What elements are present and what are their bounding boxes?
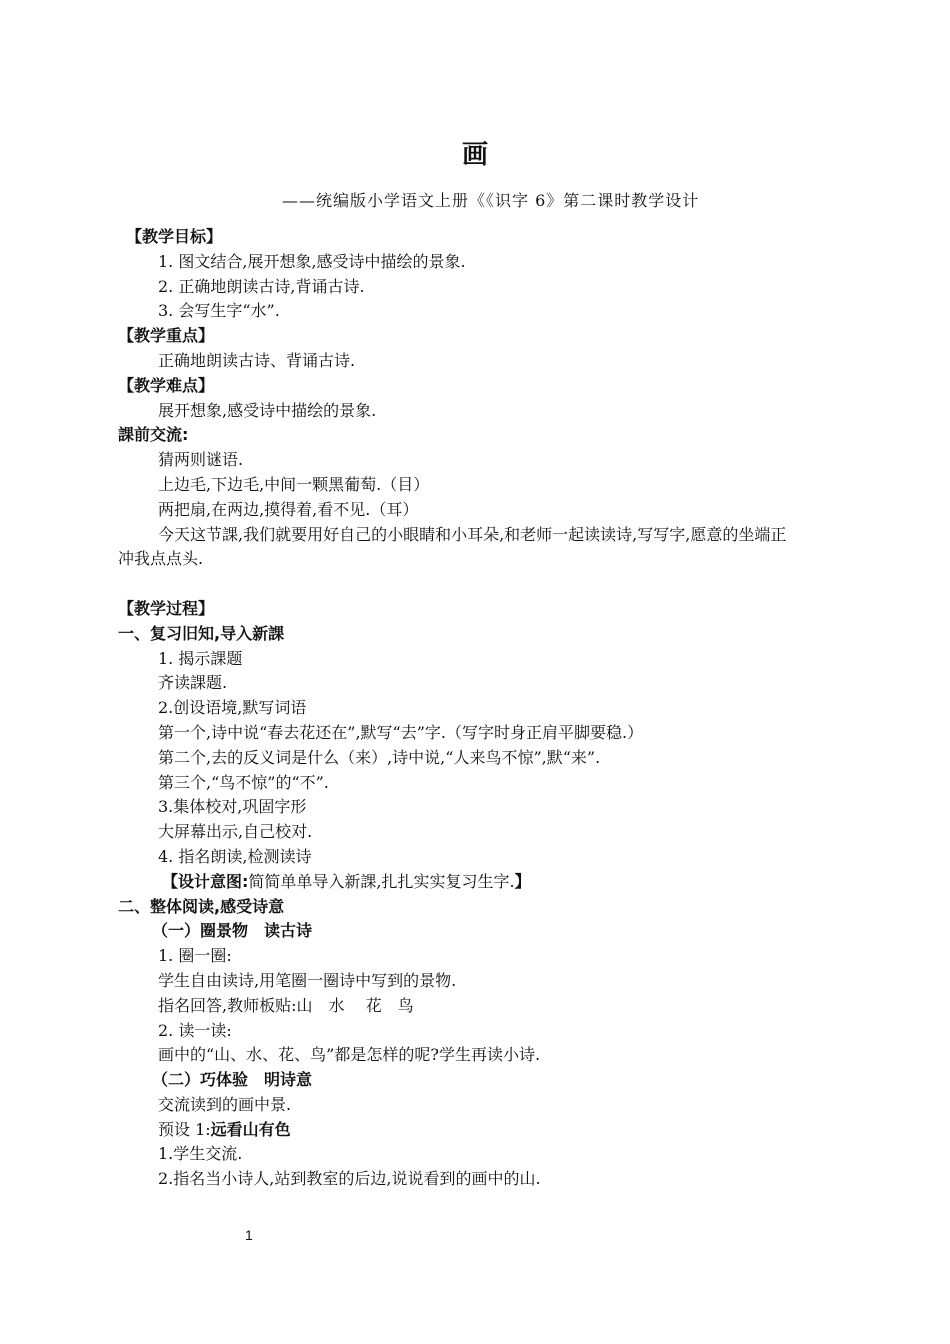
section1-line: 第三个,“鸟不惊”的“不”. [158,772,329,792]
pre-heading: 課前交流: [118,425,189,445]
subtitle: ——统编版小学语文上册《《识字 6》第二课时教学设计 [282,191,700,210]
subsection1-line: 1. 圈一圈: [158,946,232,966]
design-intent-end: 】 [514,871,531,891]
section1-line: 齐读課题. [158,673,228,693]
preset-label: 预设 1: [158,1119,211,1139]
process-heading: 【教学过程】 [118,598,215,618]
key-heading: 【教学重点】 [118,326,215,346]
section2-heading: 二、整体阅读,感受诗意 [118,896,285,916]
preset-line [118,1118,818,1143]
pre-line: 猜两则谜语. [158,450,244,470]
goal-item: 1. 图文结合,展开想象,感受诗中描绘的景象. [158,251,466,271]
page-number: 1 [245,1227,253,1243]
subsection2-heading: （二）巧体验 明诗意 [152,1070,313,1090]
subsection2-line: 1.学生交流. [158,1144,243,1164]
goal-item: 2. 正确地朗读古诗,背诵古诗. [158,276,365,296]
design-intent [118,870,818,895]
section1-line: 第一个,诗中说“春去花还在”,默写“去”字.（写字时身正肩平脚要稳.） [158,722,644,742]
pre-paragraph: 今天这节課,我们就要用好自己的小眼睛和小耳朵,和老师一起读读诗,写写字,愿意的坐端正冲我点点头. [118,524,787,569]
section1-line: 1. 揭示課题 [158,648,243,668]
preset-title: 远看山有色 [210,1119,291,1139]
design-intent-text: 简简单单导入新課,扎扎实实复习生字. [248,871,515,891]
subsection1-heading: （一）圈景物 读古诗 [152,921,313,941]
section1-line: 大屏幕出示,自己校对. [158,822,313,842]
subsection1-line: 画中的“山、水、花、鸟”都是怎样的呢?学生再读小诗. [158,1045,541,1065]
difficulty-text: 展开想象,感受诗中描绘的景象. [158,400,377,420]
subsection2-line: 2.指名当小诗人,站到教室的后边,说说看到的画中的山. [158,1169,541,1189]
subsection1-line: 指名回答,教师板贴:山 水 花 鸟 [158,995,414,1015]
goal-item: 3. 会写生字“水”. [158,301,280,321]
section1-heading: 一、复习旧知,导入新課 [118,623,285,643]
design-intent-label: 【设计意图: [162,871,249,891]
subsection2-line: 交流读到的画中景. [158,1094,292,1114]
difficulty-heading: 【教学难点】 [118,375,215,395]
key-text: 正确地朗读古诗、背诵古诗. [158,350,356,370]
section1-line: 2.创设语境,默写词语 [158,698,307,718]
section1-line: 第二个,去的反义词是什么（来）,诗中说,“人来鸟不惊”,默“来”. [158,747,601,767]
goals-heading: 【教学目标】 [126,227,223,246]
subsection1-line: 2. 读一读: [158,1020,232,1040]
spacer [118,572,818,597]
subsection1-line: 学生自由读诗,用笔圈一圈诗中写到的景物. [158,970,457,990]
section1-line: 3.集体校对,巩固字形 [158,797,307,817]
pre-line: 两把扇,在两边,摸得着,看不见.（耳） [158,499,419,519]
document-body [118,225,818,1192]
section1-line: 4. 指名朗读,检测读诗 [158,846,312,866]
pre-line: 上边毛,下边毛,中间一颗黑葡萄.（目） [158,474,430,494]
page-title: 画 [461,140,488,170]
